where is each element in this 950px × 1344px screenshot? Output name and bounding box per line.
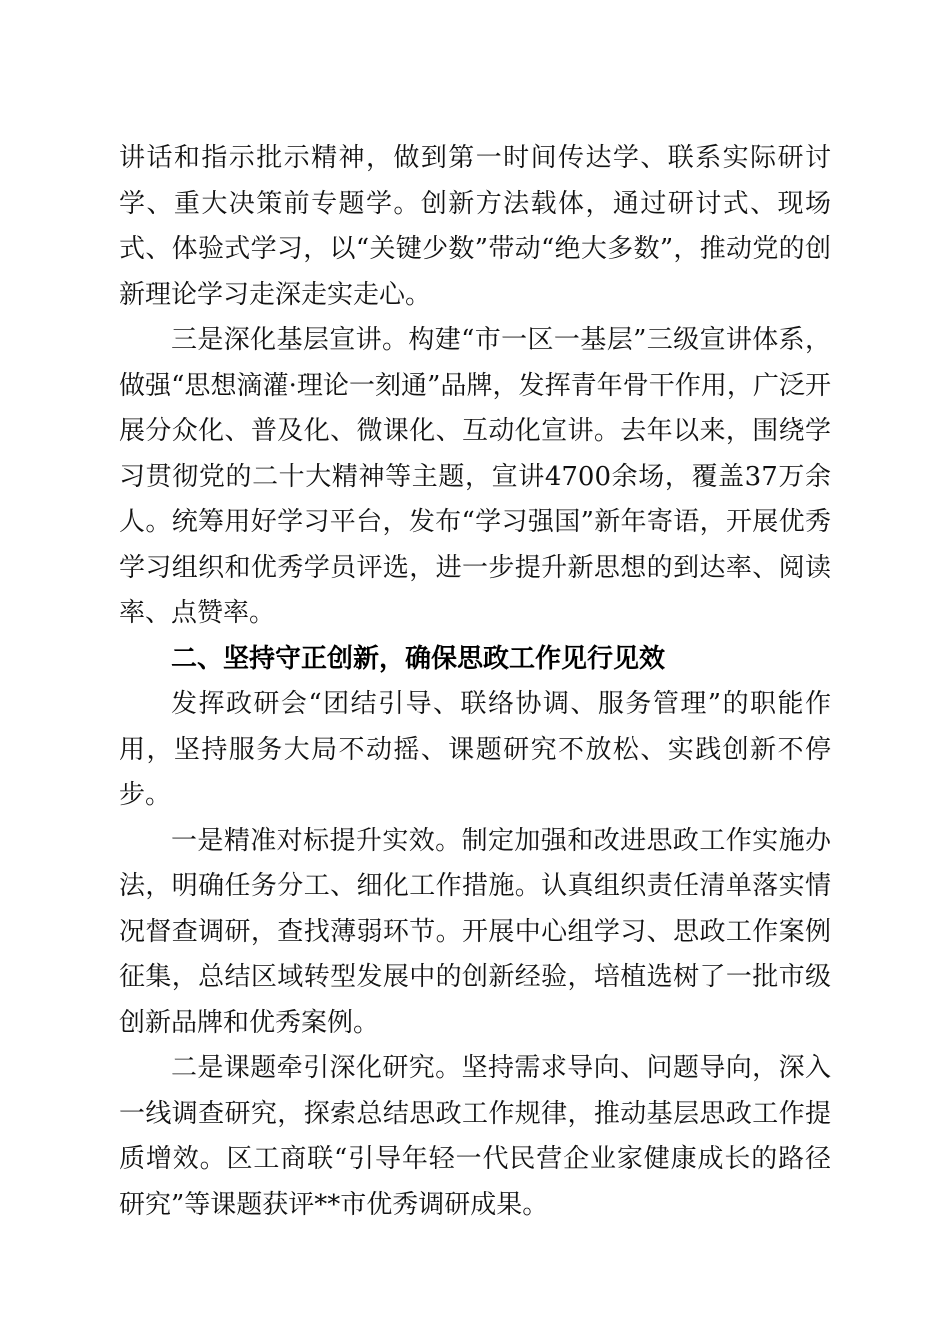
document-body <box>119 136 831 1228</box>
paragraph-continuation: 讲话和指示批示精神，做到第一时间传达学、联系实际研讨学、重大决策前专题学。创新方法载体，通过研讨式、现场式、体验式学习，以“关键少数”带动“绝大多数”，推动党的创新理论学习走深走实走心。 <box>119 143 831 310</box>
paragraph-grassroots-lectures: 三是深化基层宣讲。构建“市一区一基层”三级宣讲体系，做强“思想滴灌·理论一刻通”品牌，发挥青年骨干作用，广泛开展分众化、普及化、微课化、互动化宣讲。去年以来，围绕学习贯彻党的二十大精神等主题，宣讲4700余场，覆盖37万余人。统筹用好学习平台，发布“学习强国”新年寄语，开展优秀学习组织和优秀学员评选，进一步提升新思想的到达率、阅读率、点赞率。 <box>119 325 831 628</box>
section-heading: 二、坚持守正创新，确保思政工作见行见效 <box>171 643 666 674</box>
paragraph-research-topics: 二是课题牵引深化研究。坚持需求导向、问题导向，深入一线调查研究，探索总结思政工作规律，推动基层思政工作提质增效。区工商联“引导年轻一代民营企业家健康成长的路径研究”等课题获评**市优秀调研成果。 <box>119 1053 831 1220</box>
paragraph-research-association: 发挥政研会“团结引导、联络协调、服务管理”的职能作用，坚持服务大局不动摇、课题研究不放松、实践创新不停步。 <box>119 689 831 810</box>
paragraph-benchmarking: 一是精准对标提升实效。制定加强和改进思政工作实施办法，明确任务分工、细化工作措施。认真组织责任清单落实情况督查调研，查找薄弱环节。开展中心组学习、思政工作案例征集，总结区域转型发展中的创新经验，培植选树了一批市级创新品牌和优秀案例。 <box>119 825 831 1038</box>
